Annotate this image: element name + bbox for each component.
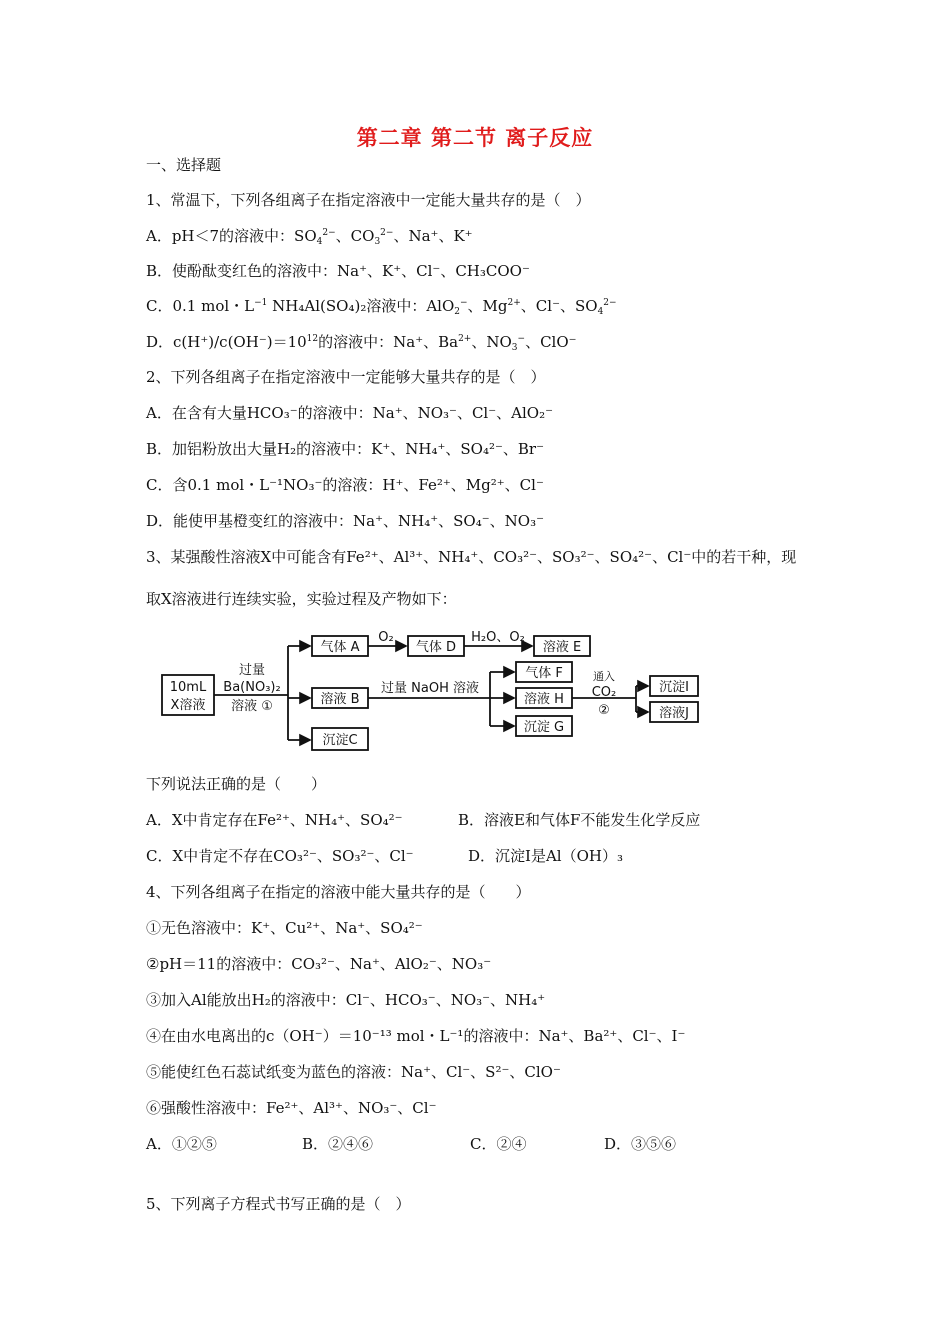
label-reagent1-2: Ba(NO₃)₂ [223, 680, 281, 695]
q4-stem: 4、下列各组离子在指定的溶液中能大量共存的是（ ） [146, 883, 531, 901]
q3-question: 下列说法正确的是（ ） [146, 775, 327, 793]
label-reagent1-3: 溶液 ① [231, 699, 273, 714]
q4-item-6: ⑥强酸性溶液中：Fe²⁺、Al³⁺、NO₃⁻、Cl⁻ [146, 1099, 437, 1117]
q4-item-5: ⑤能使红色石蕊试纸变为蓝色的溶液：Na⁺、Cl⁻、S²⁻、ClO⁻ [146, 1063, 561, 1081]
label-reagent3-1: 通入 [593, 670, 615, 683]
label-solution-h: 溶液 H [524, 692, 564, 707]
label-start-1: 10mL [169, 680, 207, 695]
label-solution-b: 溶液 B [320, 692, 360, 707]
section-heading: 一、选择题 [146, 156, 222, 174]
q4-option-b: B．②④⑥ [302, 1135, 374, 1153]
q1-option-b: B．使酚酞变红色的溶液中：Na⁺、K⁺、Cl⁻、CH₃COO⁻ [146, 262, 530, 280]
experiment-flow-diagram [160, 628, 720, 758]
page-title: 第二章 第二节 离子反应 [356, 126, 594, 150]
label-start-2: X溶液 [170, 698, 206, 713]
q5-stem: 5、下列离子方程式书写正确的是（ ） [146, 1195, 411, 1213]
q3-option-b: B．溶液E和气体F不能发生化学反应 [458, 811, 701, 829]
q3-stem-line1: 3、某强酸性溶液X中可能含有Fe²⁺、Al³⁺、NH₄⁺、CO₃²⁻、SO₃²⁻、SO₄²⁻、Cl⁻中的若干种，现 [146, 548, 797, 566]
q2-option-a: A．在含有大量HCO₃⁻的溶液中：Na⁺、NO₃⁻、Cl⁻、AlO₂⁻ [146, 404, 554, 422]
q3-stem-line2: 取X溶液进行连续实验，实验过程及产物如下： [146, 590, 457, 608]
label-precip-g: 沉淀 G [523, 720, 565, 735]
q3-option-d: D．沉淀I是Al（OH）₃ [468, 847, 623, 865]
label-o2: O₂ [378, 630, 394, 645]
q2-option-d: D．能使甲基橙变红的溶液中：Na⁺、NH₄⁺、SO₄⁻、NO₃⁻ [146, 512, 545, 530]
q1-option-d: D．$c(H^+)/c(OH^-)=10^{12}$的溶液中：Na⁺、$Ba^{2+}$、$NO_3^-$、ClO⁻ [146, 333, 577, 353]
label-reagent1-1: 过量 [238, 663, 266, 678]
label-gas-d: 气体 D [415, 640, 457, 655]
q4-item-1: ①无色溶液中：K⁺、Cu²⁺、Na⁺、SO₄²⁻ [146, 919, 423, 937]
q4-option-a: A．①②⑤ [146, 1135, 217, 1153]
q2-option-b: B．加铝粉放出大量H₂的溶液中：K⁺、NH₄⁺、SO₄²⁻、Br⁻ [146, 440, 545, 458]
q1-option-a: A．pH＜7的溶液中：$SO_4^{2-}$、$CO_3^{2-}$、Na⁺、K⁺ [146, 227, 473, 247]
q4-option-d: D．③⑤⑥ [604, 1135, 677, 1153]
label-h2o-o2: H₂O、O₂ [471, 630, 525, 645]
label-reagent3-3: ② [598, 703, 610, 718]
label-gas-f: 气体 F [525, 666, 563, 681]
label-gas-a: 气体 A [320, 640, 360, 655]
q4-item-2: ②pH＝11的溶液中：CO₃²⁻、Na⁺、AlO₂⁻、NO₃⁻ [146, 955, 492, 973]
q4-item-4: ④在由水电离出的c（OH⁻）＝10⁻¹³ mol・L⁻¹的溶液中：Na⁺、Ba²⁺、Cl⁻、I⁻ [146, 1027, 686, 1045]
label-solution-j: 溶液J [659, 706, 689, 721]
label-reagent2: 过量 NaOH 溶液 [381, 681, 479, 696]
q1-stem: 1、常温下，下列各组离子在指定溶液中一定能大量共存的是（ ） [146, 191, 591, 209]
q4-item-3: ③加入Al能放出H₂的溶液中：Cl⁻、HCO₃⁻、NO₃⁻、NH₄⁺ [146, 991, 546, 1009]
q3-option-a: A．X中肯定存在Fe²⁺、NH₄⁺、SO₄²⁻ [146, 811, 403, 829]
q2-stem: 2、下列各组离子在指定溶液中一定能够大量共存的是（ ） [146, 368, 546, 386]
label-precip-c: 沉淀C [322, 733, 358, 748]
q1-option-c: C．0.1 mol・$L^{-1}$ NH₄Al(SO₄)₂溶液中：AlO$_2$−、$Mg^{2+}$、Cl⁻、$SO_4^{2-}$ [146, 297, 617, 317]
label-solution-e: 溶液 E [542, 640, 582, 655]
q4-option-c: C．②④ [470, 1135, 527, 1153]
q3-option-c: C．X中肯定不存在CO₃²⁻、SO₃²⁻、Cl⁻ [146, 847, 414, 865]
label-reagent3-2: CO₂ [591, 685, 617, 700]
q2-option-c: C．含0.1 mol・L⁻¹NO₃⁻的溶液：H⁺、Fe²⁺、Mg²⁺、Cl⁻ [146, 476, 544, 494]
label-precip-i: 沉淀I [659, 680, 689, 695]
